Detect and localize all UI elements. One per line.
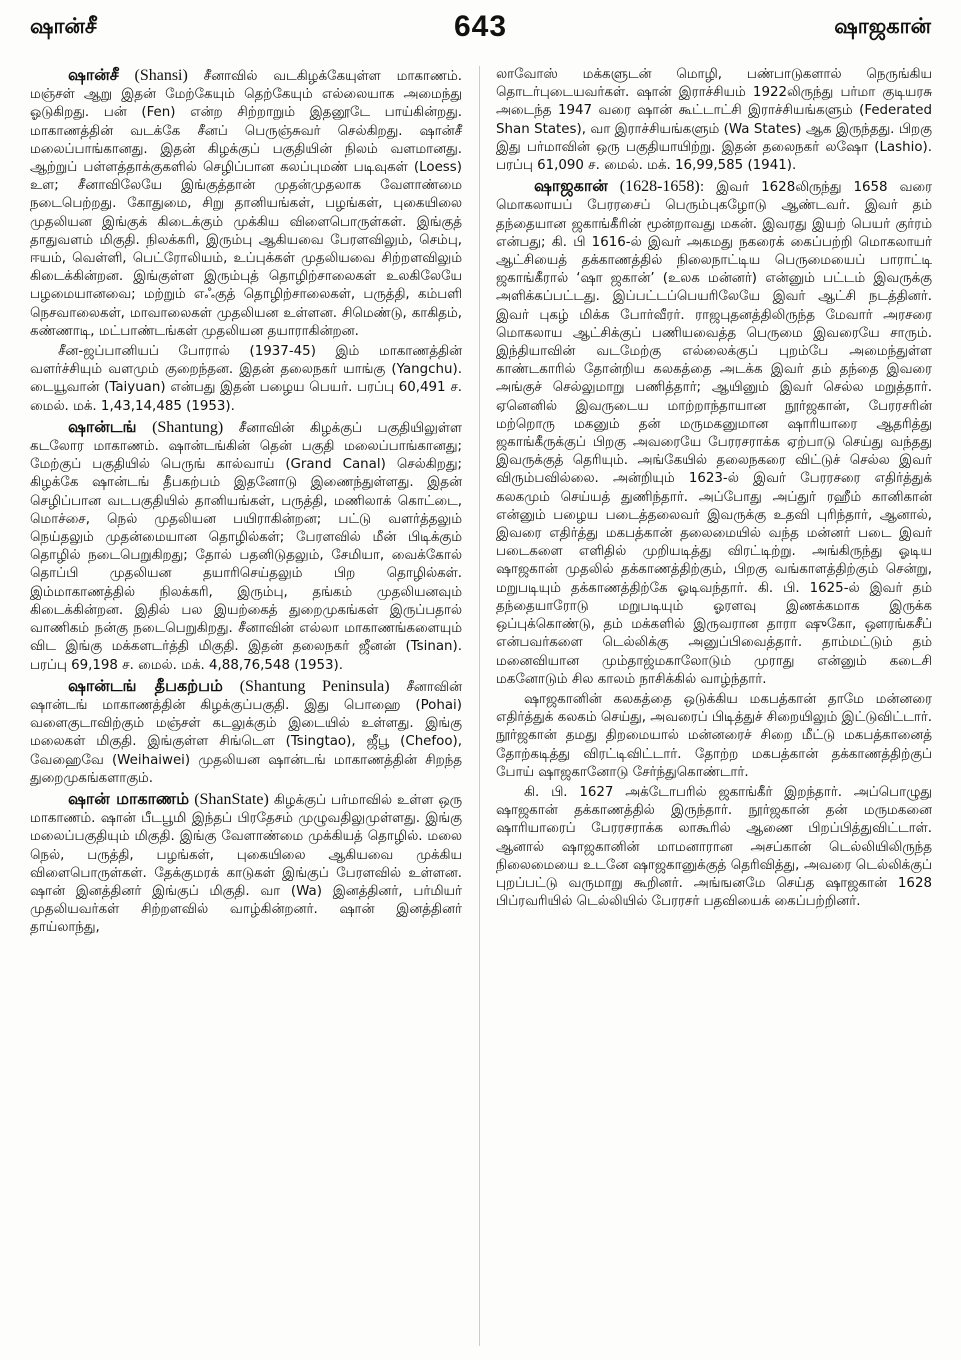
column-divider — [479, 66, 480, 1346]
entry-shantung — [30, 418, 462, 675]
entry-latin: (Shantung) — [152, 418, 224, 436]
paragraph: கி. பி. 1627 அக்டோபரில் ஜகாங்கீர் இறந்தார். அப்பொழுது ஷாஜகான் தக்காணத்தில் இருந்தார். நூர்ஜகான் தன் மருமகனை ஷாரியாரைப் பேரரசராக்க லாகூரில் ஆணை பிறப்பித்துவிட்டாள். ஆனால் ஷாஜகானின் மாமனாரான அசப்கான் டெல்லியிலிருந்த நிலைமையை உடனே ஷாஜகானுக்குத் தெரிவித்து, அவரை டெல்லிக்குப் புறப்பட்டு வருமாறு கூறினர். அங்ஙனமே செய்த ஷாஜகான் 1628 பிப்ரவரியில் டெல்லியில் பேரரசர் பதவியைக் கைப்பற்றினர். — [496, 784, 932, 910]
entry-text: : இவர் 1628லிருந்து 1658 வரை மொகலாயப் பேரரசைப் பெரும்புகழோடு ஆண்டவர். இவர் தம் தந்தையான ஜகாங்கீரின் மூன்றாவது மகன். இவரது இயற் பெயர் குர்ரம் என்பது; கி. பி 1616-ல் இவர் அகமது நகரைக் கைப்பற்றி மொகலாயர் ஆட்சியைத் தக்காணத்தில் நிலைநாட்டிய பெருமையைப் பாராட்டி ஜகாங்கீரால் ‘ஷா ஜகான்’ (உலக மன்னர்) என்னும் பட்டம் இவருக்கு அளிக்கப்பட்டது. இப்பட்டப்பெயரிலேயே இவர் ஆட்சி நடத்தினர். இவர் புகழ் மிக்க போர்வீரர். ராஜபுதனத்திலிருந்த மேவார் அரசரை மொகலாய ஆட்சிக்குப் பணியவைத்த பெருமை இவரையே சாரும். இந்தியாவின் வடமேற்கு எல்லைக்குப் புறம்பே அமைந்துள்ள காண்டகாரில் தோன்றிய கலகத்தை அடக்க இவர் தம் தந்தை இவரை அங்குச் செல்லுமாறு பணித்தார்; ஆயினும் இவர் செல்ல மறுத்தார். ஏனெனில் இவருடைய மாற்றாந்தாயான நூர்ஜகான், பேரரசரின் மற்றொரு மகனும் தன் மருமகனுமான ஷாரியாரை ஆதரித்து ஜகாங்கீருக்குப் பிறகு அவரையே பேரரசராக்க ஏற்பாடு செய்து வந்தது இவருக்குத் தெரியும். அங்கேயில் தலைநகரை விட்டுச் செல்ல இவர் விரும்பவில்லை. அன்றியும் 1623-ல் இவர் பேரரசரை எதிர்த்துக் கலகமும் செய்யத் துணிந்தார். அப்போது அப்துர் ரஹீம் கானிகான் என்னும் பழைய படைத்தலைவர் இவருக்கு உதவி புரிந்தார், ஆனால், இவரை எதிர்த்து மகபத்கான் தலைமையில் வந்த மன்னர் படை இவர் படைகளை எளிதில் முறியடித்து விரட்டிற்று. அங்கிருந்து ஓடிய ஷாஜகான் முதலில் தக்காணத்திற்கும், பிறகு வங்காளத்திற்கும் சென்று, மறுபடியும் தக்காணத்திற்கே ஓடிவந்தார். கி. பி. 1625-ல் இவர் தம் தந்தையாரோடு மறுபடியும் ஓரளவு இணக்கமாக இருக்க ஒப்புக்கொண்டு, தம் மக்களில் இருவரான தாரா ஷுகோ, ஔரங்கசீப் என்பவர்களை டெல்லிக்கு அனுப்பிவைத்தார். தாம்மட்டும் தம் மனைவியான மும்தாஜ்மகாலோடும் முராது என்னும் கடைசி மகனோடும் சில காலம் நாசிக்கில் வாழ்ந்தார். — [496, 180, 932, 687]
entry-latin: (Shantung Peninsula) — [239, 677, 390, 695]
entry-headword: ஷான்சீ — [68, 65, 119, 84]
entry-headword: ஷான்டங் — [68, 416, 137, 436]
entry-text: சீனாவில் வடகிழக்கேயுள்ள மாகாணம். மஞ்சள் ஆறு இதன் மேற்கேயும் தெற்கேயும் எல்லையாக அமைந்து ஓடுகிறது. பன் (Fen) என்ற சிற்றாறும் இதனூடே பாய்கின்றது. மாகாணத்தின் வடக்கே சீனப் பெருஞ்சுவர் செல்கிறது. ஷான்சீ மலைப்பாங்கானது. இதன் கிழக்குப் பகுதியின் நிலம் வளமானது. ஆற்றுப் பள்ளத்தாக்குகளில் செழிப்பான கலப்புமண் படிவுகள் (Loess) உள; சீனாவிலேயே இங்குத்தான் முதன்முதலாக வேளாண்மை நடைபெற்றது. கோதுமை, சிறு தானியங்கள், பழங்கள், புகையிலை முதலியன இங்குக் கிடைக்கும் முக்கிய விளைபொருள்கள். இங்குத் தாதுவளம் மிகுதி. நிலக்கரி, இரும்பு ஆகியவை பேரளவிலும், செம்பு, ஈயம், வெள்ளி, பெட்ரோலியம், உப்புக்கள் முதலியவை சிற்றளவிலும் கிடைக்கின்றன. இங்குள்ள இரும்புத் தொழிற்சாலைகள் உலகிலேயே பழமையானவை; மற்றும் எஃகுத் தொழிற்சாலைகள், பருத்தி, கம்பளி நெசவாலைகள், மாவாலைகள் முதலியன உள்ளன. சிமெண்டு, காகிதம், கண்ணாடி, மட்பாண்டங்கள் முதலியன தயாராகின்றன. — [30, 69, 462, 339]
entry-shan-state — [30, 790, 462, 938]
continued-paragraph: லாவோஸ் மக்களுடன் மொழி, பண்பாடுகளால் நெருங்கிய தொடர்புடையவர்கள். ஷான் இராச்சியம் 1922லிருந்து பர்மா குடியரசு அடைந்த 1947 வரை ஷான் கூட்டாட்சி இராச்சியங்களும் (Federated Shan States), வா இராச்சியங்களும் (Wa States) ஆக இருந்தது. பிறகு இது பர்மாவின் ஒரு பகுதியாயிற்று. இதன் தலைநகர் லஷோ (Lashio). பரப்பு 61,090 ச. மைல். மக். 16,99,585 (1941). — [496, 67, 932, 174]
right-column — [496, 66, 932, 913]
running-head-left: ஷான்சீ — [30, 14, 97, 38]
entry-headword: ஷான் மாகாணம் — [68, 788, 190, 808]
entry-text: சீனாவின் கிழக்குப் பகுதியிலுள்ள கடலோர மாகாணம். ஷான்டங்கின் தென் பகுதி மலைப்பாங்கானது; மேற்குப் பகுதியில் பெருங் கால்வாய் (Grand Canal) செல்கிறது; கிழக்கே ஷான்டங் தீபகற்பம் இதனோடு இணைந்துள்ளது. இதன் செழிப்பான வடபகுதியில் தானியங்கள், பருத்தி, மணிலாக் கொட்டை, மொச்சை, நெல் முதலியன பயிராகின்றன; பட்டு வளர்த்தலும் நெய்தலும் முதன்மையான தொழில்கள்; பேரளவில் மீன் பிடிக்கும் தொழில் நடைபெறுகிறது; தோல் பதனிடுதலும், சேமியா, வைக்கோல் தொப்பி முதலியன தயாரிசெய்தலும் பிற தொழில்கள். இம்மாகாணத்தில் நிலக்கரி, இரும்பு, தங்கம் முதலியனவும் கிடைக்கின்றன. இதில் பல இயற்கைத் துறைமுகங்கள் இருப்பதால் வாணிகம் நன்கு நடைபெறுகிறது. சீனாவின் எல்லா மாகாணங்களையும் விட இங்கு மக்களடர்த்தி மிகுதி. இதன் தலைநகர் ஜீனன் (Tsinan). பரப்பு 69,198 ச. மைல். மக். 4,88,76,548 (1953). — [30, 420, 462, 673]
left-column — [30, 66, 462, 940]
running-head-right: ஷாஜகான் — [834, 14, 931, 38]
entry-shantung-peninsula — [30, 677, 462, 788]
entry-shahjahan — [496, 177, 932, 689]
page-header — [30, 10, 931, 54]
entry-text: சீனாவின் ஷான்டங் மாகாணத்தின் கிழக்குப்பகுதி. இது பொஹை (Pohai) வளைகுடாவிற்கும் மஞ்சள் கடலுக்கும் இடையில் உள்ளது. இங்கு மலைகள் மிகுதி. இங்குள்ள சிங்டௌ (Tsingtao), ஜீபூ (Chefoo), வேஹைவே (Weihaiwei) முதலியன ஷான்டங் மாகாணத்தின் சிறந்த துறைமுகங்களாகும். — [30, 679, 463, 786]
entry-text: கிழக்குப் பர்மாவில் உள்ள ஒரு மாகாணம். ஷான் பீடபூமி இந்தப் பிரதேசம் முழுவதிலுமுள்ளது. இங்கு மலைப்பகுதியும் மிகுதி. இங்கு வேளாண்மை முக்கியத் தொழில். மலை நெல், பருத்தி, பழங்கள், புகையிலை ஆகியவை முக்கிய விளைபொருள்கள். தேக்குமரக் காடுகள் இங்குப் பேரளவில் உள்ளன. ஷான் இனத்தினர் இங்குப் மிகுதி. வா (Wa) இனத்தினர், பர்மியர் முதலியவர்கள் சிற்றளவில் வாழ்கின்றனர். ஷான் இனத்தினர் தாய்லாந்து, — [30, 792, 462, 936]
page-number: 643 — [453, 10, 508, 43]
paragraph: சீன-ஜப்பானியப் போரால் (1937-45) இம் மாகாணத்தின் வளர்ச்சியும் வளமும் குறைந்தன. இதன் தலைநகர் யாங்கு (Yangchu). டையூவான் (Taiyuan) என்பது இதன் பழைய பெயர். பரப்பு 60,491 ச. மைல். மக். 1,43,14,485 (1953). — [30, 344, 462, 414]
entry-latin: (ShanState) — [194, 790, 269, 808]
entry-latin: (Shansi) — [134, 67, 188, 84]
entry-shansi — [30, 66, 462, 341]
paragraph: ஷாஜகானின் கலகத்தை ஒடுக்கிய மகபத்கான் தாமே மன்னரை எதிர்த்துக் கலகம் செய்து, அவரைப் பிடித்துச் சிறையிலும் இட்டுவிட்டார். நூர்ஜகான் தமது திறமையால் மன்னரைச் சிறை மீட்டு மகபத்கானைத் தோற்கடித்து விரட்டிவிட்டார். தோற்ற மகபத்கான் தக்காணத்திற்குப் போய் ஷாஜகானோடு சேர்ந்துகொண்டார். — [496, 691, 932, 780]
entry-headword: ஷான்டங் தீபகற்பம் — [68, 675, 223, 695]
entry-headword: ஷாஜகான் — [534, 176, 608, 196]
entry-dates: (1628-1658) — [619, 178, 700, 196]
